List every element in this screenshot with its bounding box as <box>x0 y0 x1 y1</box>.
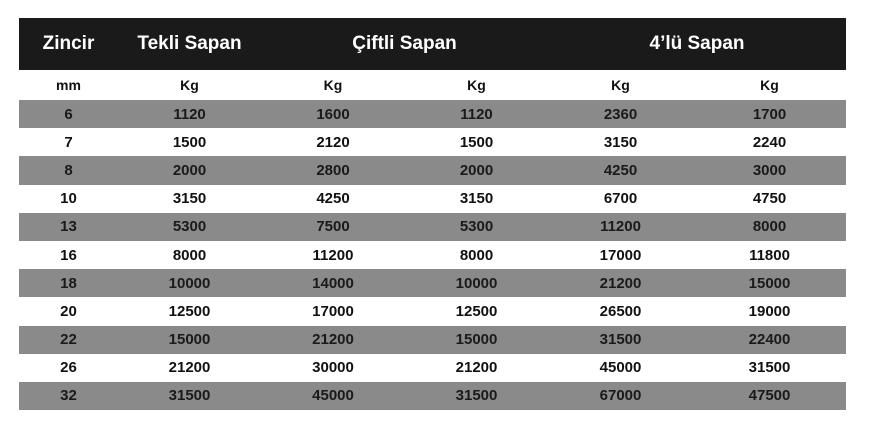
units-row <box>19 70 846 100</box>
unit-cell: Kg <box>261 70 405 100</box>
header-dortlu-sapan: 4’lü Sapan <box>548 18 846 70</box>
cell-dortlu-b: 15000 <box>693 269 846 297</box>
table-row <box>19 269 846 297</box>
cell-tekli: 3150 <box>118 185 261 213</box>
cell-ciftli-a: 17000 <box>261 297 405 325</box>
cell-dortlu-b: 8000 <box>693 213 846 241</box>
cell-ciftli-a: 1600 <box>261 100 405 128</box>
cell-ciftli-b: 3150 <box>405 185 548 213</box>
cell-dortlu-a: 45000 <box>548 354 693 382</box>
table-row <box>19 185 846 213</box>
cell-dortlu-b: 31500 <box>693 354 846 382</box>
cell-dortlu-b: 19000 <box>693 297 846 325</box>
cell-chain-size: 6 <box>19 100 118 128</box>
cell-ciftli-b: 5300 <box>405 213 548 241</box>
table-row <box>19 128 846 156</box>
unit-cell: Kg <box>548 70 693 100</box>
table-row <box>19 241 846 269</box>
cell-tekli: 1120 <box>118 100 261 128</box>
cell-dortlu-a: 26500 <box>548 297 693 325</box>
cell-ciftli-a: 4250 <box>261 185 405 213</box>
unit-cell: Kg <box>118 70 261 100</box>
cell-tekli: 31500 <box>118 382 261 410</box>
cell-tekli: 21200 <box>118 354 261 382</box>
cell-chain-size: 13 <box>19 213 118 241</box>
cell-dortlu-a: 3150 <box>548 128 693 156</box>
cell-tekli: 1500 <box>118 128 261 156</box>
unit-cell: Kg <box>693 70 846 100</box>
table-body <box>19 100 846 410</box>
cell-ciftli-b: 15000 <box>405 326 548 354</box>
cell-chain-size: 32 <box>19 382 118 410</box>
cell-ciftli-b: 31500 <box>405 382 548 410</box>
cell-ciftli-b: 21200 <box>405 354 548 382</box>
header-ciftli-sapan: Çiftli Sapan <box>261 18 548 70</box>
cell-tekli: 2000 <box>118 156 261 184</box>
table-row <box>19 354 846 382</box>
cell-chain-size: 8 <box>19 156 118 184</box>
header-zincir: Zincir <box>19 18 118 70</box>
table-row <box>19 326 846 354</box>
unit-cell: Kg <box>405 70 548 100</box>
cell-ciftli-a: 2120 <box>261 128 405 156</box>
cell-dortlu-b: 11800 <box>693 241 846 269</box>
cell-dortlu-a: 67000 <box>548 382 693 410</box>
unit-cell: mm <box>19 70 118 100</box>
cell-ciftli-a: 45000 <box>261 382 405 410</box>
cell-dortlu-b: 4750 <box>693 185 846 213</box>
cell-tekli: 8000 <box>118 241 261 269</box>
cell-dortlu-a: 4250 <box>548 156 693 184</box>
table-row <box>19 100 846 128</box>
cell-ciftli-b: 12500 <box>405 297 548 325</box>
cell-chain-size: 26 <box>19 354 118 382</box>
cell-ciftli-b: 2000 <box>405 156 548 184</box>
cell-chain-size: 7 <box>19 128 118 156</box>
cell-dortlu-a: 11200 <box>548 213 693 241</box>
cell-dortlu-b: 22400 <box>693 326 846 354</box>
cell-chain-size: 10 <box>19 185 118 213</box>
cell-dortlu-a: 31500 <box>548 326 693 354</box>
table-row <box>19 382 846 410</box>
table-header <box>19 18 846 100</box>
cell-dortlu-a: 21200 <box>548 269 693 297</box>
cell-ciftli-a: 11200 <box>261 241 405 269</box>
cell-ciftli-a: 30000 <box>261 354 405 382</box>
cell-dortlu-a: 17000 <box>548 241 693 269</box>
cell-dortlu-b: 47500 <box>693 382 846 410</box>
cell-tekli: 12500 <box>118 297 261 325</box>
header-tekli-sapan: Tekli Sapan <box>118 18 261 70</box>
cell-chain-size: 20 <box>19 297 118 325</box>
cell-tekli: 10000 <box>118 269 261 297</box>
cell-ciftli-a: 21200 <box>261 326 405 354</box>
sling-capacity-table <box>19 18 846 410</box>
cell-tekli: 5300 <box>118 213 261 241</box>
cell-chain-size: 22 <box>19 326 118 354</box>
cell-ciftli-b: 1500 <box>405 128 548 156</box>
cell-ciftli-a: 2800 <box>261 156 405 184</box>
table-row <box>19 156 846 184</box>
cell-chain-size: 18 <box>19 269 118 297</box>
cell-dortlu-b: 1700 <box>693 100 846 128</box>
cell-tekli: 15000 <box>118 326 261 354</box>
cell-dortlu-b: 3000 <box>693 156 846 184</box>
cell-ciftli-a: 14000 <box>261 269 405 297</box>
cell-ciftli-a: 7500 <box>261 213 405 241</box>
cell-dortlu-b: 2240 <box>693 128 846 156</box>
cell-dortlu-a: 2360 <box>548 100 693 128</box>
cell-chain-size: 16 <box>19 241 118 269</box>
cell-dortlu-a: 6700 <box>548 185 693 213</box>
cell-ciftli-b: 10000 <box>405 269 548 297</box>
table-row <box>19 213 846 241</box>
cell-ciftli-b: 8000 <box>405 241 548 269</box>
table-row <box>19 297 846 325</box>
sling-capacity-table-container <box>19 18 846 410</box>
header-row <box>19 18 846 70</box>
cell-ciftli-b: 1120 <box>405 100 548 128</box>
